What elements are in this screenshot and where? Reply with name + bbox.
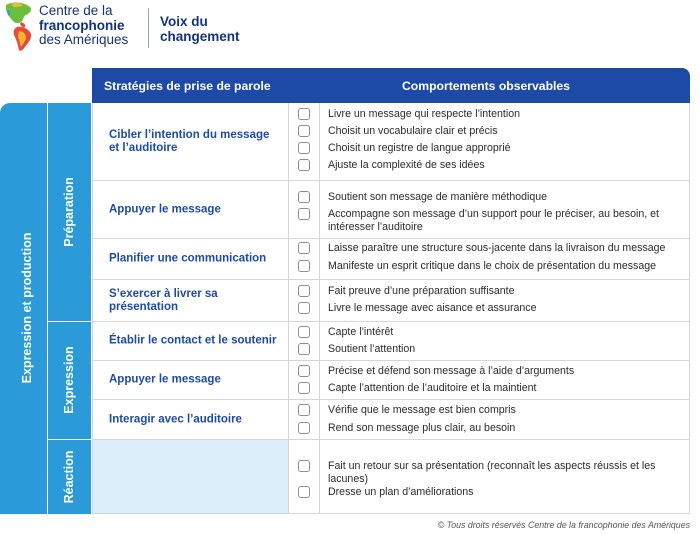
checkbox[interactable] — [298, 486, 310, 498]
band-divider — [47, 103, 48, 514]
americas-logo-icon — [2, 1, 36, 53]
behaviour-text: Livre un message qui respecte l’intention — [328, 108, 520, 120]
behaviour-text: Soutient son message de manière méthodique — [328, 191, 548, 203]
checkbox[interactable] — [298, 365, 310, 377]
table-row — [92, 239, 690, 280]
section-label-expression: Expression — [62, 346, 76, 414]
checkbox[interactable] — [298, 191, 310, 203]
table-header — [92, 68, 690, 103]
checkbox[interactable] — [298, 285, 310, 297]
side-label: Expression et production — [20, 232, 34, 384]
strategy-cell: Cibler l’intention du message et l’auditoire — [92, 103, 289, 180]
checkbox[interactable] — [298, 422, 310, 434]
behaviour-text: Capte l’attention de l’auditoire et la maintient — [328, 382, 537, 394]
strategy-cell: S’exercer à livrer sa présentation — [92, 280, 289, 321]
checkbox[interactable] — [298, 260, 310, 272]
checkbox[interactable] — [298, 159, 310, 171]
behaviour-text: Fait preuve d’une préparation suffisante — [328, 285, 515, 297]
behaviour-text: Capte l’intérêt — [328, 326, 394, 338]
table-row — [92, 400, 690, 440]
table-row — [92, 103, 690, 181]
checkbox[interactable] — [298, 208, 310, 220]
table-row — [92, 280, 690, 322]
behaviour-text: Rend son message plus clair, au besoin — [328, 422, 516, 434]
table-row — [92, 361, 690, 400]
checkbox[interactable] — [298, 302, 310, 314]
strategy-cell: Appuyer le message — [92, 181, 289, 238]
behaviour-text: Accompagne son message d’un support pour le préciser, au besoin, et intéresser l’auditoire — [328, 208, 659, 233]
section-label-reaction: Réaction — [62, 450, 76, 504]
behaviour-text: Livre le message avec aisance et assurance — [328, 302, 537, 314]
checkbox[interactable] — [298, 142, 310, 154]
strategy-cell: Interagir avec l’auditoire — [92, 400, 289, 439]
behaviour-text: Choisit un registre de langue approprié — [328, 142, 511, 154]
behaviour-text: Ajuste la complexité de ses idées — [328, 159, 485, 171]
organization-name: Centre de la francophonie des Amériques — [39, 3, 129, 47]
table-row — [92, 322, 690, 361]
section-label-preparation: Préparation — [62, 177, 76, 247]
table-right-border — [689, 103, 690, 514]
behaviour-text: Soutient l’attention — [328, 343, 416, 355]
table-row — [92, 440, 690, 514]
behaviour-text: Manifeste un esprit critique dans le choix de présentation du message — [328, 260, 657, 272]
behaviour-text: Laisse paraître une structure sous-jacente dans la livraison du message — [328, 242, 666, 254]
behaviour-text: Précise et défend son message à l’aide d’arguments — [328, 365, 575, 377]
header-divider — [148, 8, 149, 48]
checkbox[interactable] — [298, 382, 310, 394]
strategy-cell: Établir le contact et le soutenir — [92, 322, 289, 360]
checkbox[interactable] — [298, 108, 310, 120]
checkbox[interactable] — [298, 343, 310, 355]
checkbox[interactable] — [298, 460, 310, 472]
strategy-cell: Appuyer le message — [92, 361, 289, 399]
behaviour-text: Fait un retour sur sa présentation (reconnaît les aspects réussis et les lacunes) — [328, 460, 656, 485]
behaviour-text: Choisit un vocabulaire clair et précis — [328, 125, 498, 137]
column-header-behaviours: Comportements observables — [402, 79, 570, 93]
copyright-notice: © Tous droits réservés Centre de la francophonie des Amériques — [437, 520, 690, 530]
checkbox[interactable] — [298, 326, 310, 338]
behaviour-text: Vérifie que le message est bien compris — [328, 404, 516, 416]
checkbox[interactable] — [298, 242, 310, 254]
column-header-strategies: Stratégies de prise de parole — [104, 79, 271, 93]
checkbox[interactable] — [298, 125, 310, 137]
slogan: Voix du changement — [160, 14, 240, 44]
table-row — [92, 181, 690, 239]
checkbox-column — [289, 440, 320, 513]
checkbox[interactable] — [298, 404, 310, 416]
behaviour-text: Dresse un plan d’améliorations — [328, 486, 474, 498]
strategy-cell: Planifier une communication — [92, 239, 289, 279]
strategies-table — [92, 103, 690, 514]
strategy-cell-empty — [92, 440, 289, 513]
page-header — [0, 0, 700, 58]
